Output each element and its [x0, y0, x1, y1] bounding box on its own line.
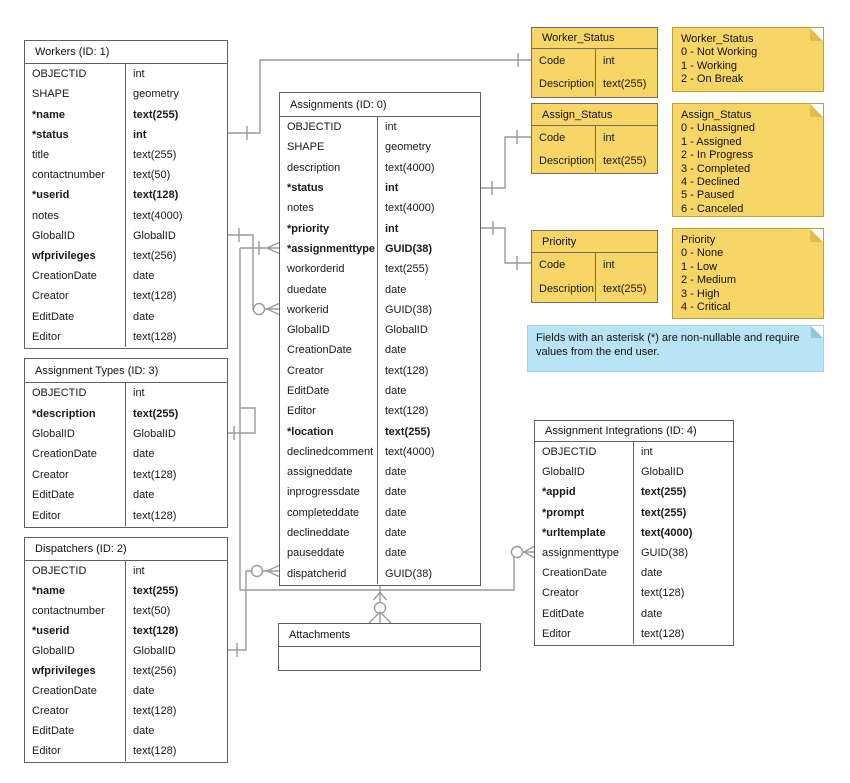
- field-type: text(128): [133, 189, 179, 202]
- field-type: text(255): [133, 407, 179, 420]
- entity-table-assignments: [279, 92, 481, 586]
- field-row: [25, 125, 227, 145]
- field-type: date: [385, 486, 407, 499]
- field-name: CreationDate: [280, 340, 378, 360]
- field-name: title: [25, 145, 126, 165]
- field-name: contactnumber: [25, 601, 126, 621]
- field-name: Editor: [25, 506, 126, 526]
- field-row: [535, 503, 733, 523]
- optional-circle: [252, 566, 263, 577]
- entity-table-worker-status: [531, 27, 658, 98]
- field-row: [280, 340, 480, 360]
- field-type: int: [385, 182, 399, 195]
- entity-table-assign-status: [531, 103, 658, 174]
- field-row: [25, 506, 227, 526]
- field-type: text(128): [385, 364, 429, 377]
- field-name: CreationDate: [535, 563, 634, 583]
- field-type: text(128): [133, 745, 177, 757]
- field-row: [535, 482, 733, 502]
- field-type: text(128): [641, 627, 685, 640]
- connector-assignments-assign-status: [481, 130, 531, 195]
- field-row: [280, 117, 480, 137]
- field-name: CreationDate: [25, 681, 126, 701]
- field-row: [532, 126, 657, 149]
- field-row: [280, 421, 480, 441]
- field-name: assignmenttype: [535, 543, 634, 563]
- field-name: EditDate: [25, 485, 126, 505]
- field-row: [25, 641, 227, 661]
- field-row: [280, 320, 480, 340]
- connector-assignments-attachments: [369, 583, 391, 623]
- field-type: int: [385, 121, 397, 134]
- field-row: [280, 137, 480, 157]
- field-name: declinedcomment: [280, 442, 378, 462]
- field-row: [280, 158, 480, 178]
- field-type: text(4000): [385, 202, 435, 215]
- field-row: [535, 563, 733, 583]
- sticky-note-assign-status-note: [672, 103, 824, 217]
- field-type: date: [385, 527, 407, 540]
- table-title: Workers (ID: 1): [25, 41, 227, 64]
- optional-circle: [375, 603, 386, 614]
- field-name: declineddate: [280, 523, 378, 543]
- field-type: text(128): [641, 587, 685, 600]
- field-type: text(50): [133, 169, 171, 182]
- field-row: [25, 84, 227, 104]
- field-row: [25, 721, 227, 741]
- field-type: int: [641, 446, 653, 459]
- field-row: [280, 564, 480, 584]
- table-title: Assign_Status: [532, 104, 657, 126]
- field-type: GlobalID: [133, 428, 176, 441]
- entity-table-assignment-types: [24, 358, 228, 528]
- field-type: text(4000): [133, 209, 183, 222]
- field-type: date: [133, 270, 155, 283]
- note-fold-corner: [810, 28, 823, 41]
- field-row: [25, 327, 227, 347]
- note-line: 5 - Paused: [681, 189, 735, 202]
- field-name: SHAPE: [25, 84, 126, 104]
- field-type: date: [385, 547, 407, 560]
- entity-table-attachments: [278, 623, 481, 671]
- field-row: [25, 485, 227, 505]
- field-name: *priority: [280, 218, 378, 238]
- field-name: description: [280, 158, 378, 178]
- field-row: [280, 361, 480, 381]
- field-row: [280, 442, 480, 462]
- note-title: Assign_Status: [681, 109, 752, 121]
- field-name: contactnumber: [25, 165, 126, 185]
- field-row: [280, 401, 480, 421]
- field-type: GUID(38): [385, 242, 433, 255]
- field-row: [25, 226, 227, 246]
- field-type: text(50): [133, 605, 171, 617]
- table-title: Assignment Types (ID: 3): [25, 359, 227, 383]
- field-row: [25, 444, 227, 464]
- field-row: [280, 259, 480, 279]
- note-title: Priority: [681, 234, 716, 246]
- field-row: [280, 178, 480, 198]
- field-type: int: [133, 68, 145, 81]
- field-name: Editor: [25, 741, 126, 761]
- field-type: text(128): [133, 705, 177, 717]
- field-row: [280, 381, 480, 401]
- field-row: [532, 73, 657, 97]
- field-row: [25, 145, 227, 165]
- field-row: [25, 185, 227, 205]
- field-name: dispatcherid: [280, 564, 378, 584]
- field-type: text(256): [133, 665, 177, 677]
- field-row: [25, 601, 227, 621]
- field-name: Description: [532, 149, 596, 172]
- field-name: Creator: [25, 701, 126, 721]
- field-row: [532, 253, 657, 277]
- field-name: OBJECTID: [25, 383, 126, 403]
- field-name: wfprivileges: [25, 246, 126, 266]
- field-name: pauseddate: [280, 543, 378, 563]
- field-name: Description: [532, 73, 596, 97]
- field-type: GUID(38): [385, 303, 433, 316]
- field-row: [280, 543, 480, 563]
- field-row: [25, 621, 227, 641]
- field-name: CreationDate: [25, 266, 126, 286]
- field-row: [25, 104, 227, 124]
- field-type: date: [385, 466, 407, 479]
- field-type: date: [133, 448, 155, 461]
- asterisk-info-note: [527, 325, 824, 372]
- field-name: *status: [280, 178, 378, 198]
- field-name: EditDate: [25, 721, 126, 741]
- field-name: EditDate: [25, 306, 126, 326]
- field-type: text(255): [641, 506, 687, 519]
- field-row: [25, 286, 227, 306]
- entity-table-priority: [531, 230, 658, 303]
- field-row: [25, 581, 227, 601]
- field-type: text(128): [133, 330, 177, 343]
- sticky-note-worker-status-note: [672, 27, 824, 92]
- field-name: *appid: [535, 482, 634, 502]
- field-type: geometry: [385, 141, 431, 154]
- field-type: date: [133, 725, 155, 737]
- field-name: inprogressdate: [280, 482, 378, 502]
- field-type: GlobalID: [133, 229, 176, 242]
- field-type: GlobalID: [385, 324, 428, 337]
- note-line: 3 - High: [681, 287, 720, 300]
- field-type: date: [385, 283, 407, 296]
- field-name: EditDate: [280, 381, 378, 401]
- field-type: text(255): [133, 148, 177, 161]
- field-row: [25, 561, 227, 581]
- field-name: Description: [532, 277, 596, 301]
- field-type: int: [385, 222, 399, 235]
- field-type: text(255): [641, 486, 687, 499]
- field-name: Code: [532, 253, 596, 277]
- field-type: int: [133, 565, 145, 577]
- field-row: [535, 543, 733, 563]
- field-row: [25, 165, 227, 185]
- field-type: int: [603, 131, 615, 144]
- field-type: text(4000): [385, 161, 435, 174]
- entity-table-workers: [24, 40, 228, 349]
- field-row: [280, 300, 480, 320]
- table-title: Attachments: [279, 624, 480, 647]
- note-text: Fields with an asterisk (*) are non-nullable and require values from the end user.: [536, 332, 800, 358]
- note-line: 2 - In Progress: [681, 149, 754, 162]
- field-type: text(255): [385, 263, 429, 276]
- field-row: [280, 279, 480, 299]
- field-row: [25, 424, 227, 444]
- note-line: 0 - None: [681, 247, 724, 260]
- field-name: *userid: [25, 621, 126, 641]
- table-title: Assignment Integrations (ID: 4): [535, 421, 733, 442]
- field-row: [280, 523, 480, 543]
- field-type: date: [385, 344, 407, 357]
- field-row: [25, 205, 227, 225]
- field-row: [25, 306, 227, 326]
- field-name: OBJECTID: [25, 561, 126, 581]
- field-name: EditDate: [535, 604, 634, 624]
- field-name: *prompt: [535, 503, 634, 523]
- note-line: 4 - Declined: [681, 176, 740, 189]
- note-line: 0 - Not Working: [681, 46, 758, 59]
- entity-table-dispatchers: [24, 537, 228, 763]
- field-row: [25, 246, 227, 266]
- field-type: int: [603, 54, 615, 67]
- field-type: int: [133, 128, 147, 141]
- note-line: 4 - Critical: [681, 301, 731, 314]
- field-type: date: [133, 489, 155, 502]
- field-name: Creator: [280, 361, 378, 381]
- note-fold-corner: [810, 229, 823, 242]
- field-name: *description: [25, 403, 126, 423]
- field-name: GlobalID: [25, 641, 126, 661]
- field-name: GlobalID: [535, 462, 634, 482]
- optional-circle: [254, 304, 265, 315]
- field-name: Editor: [25, 327, 126, 347]
- field-type: GUID(38): [385, 567, 433, 580]
- field-name: OBJECTID: [25, 64, 126, 84]
- field-row: [535, 523, 733, 543]
- field-name: Editor: [535, 624, 634, 644]
- field-row: [280, 503, 480, 523]
- field-name: assigneddate: [280, 462, 378, 482]
- field-type: date: [385, 385, 407, 397]
- note-line: 1 - Working: [681, 59, 738, 72]
- field-type: text(256): [133, 249, 177, 262]
- field-type: date: [385, 506, 407, 519]
- field-name: Creator: [535, 583, 634, 603]
- field-row: [279, 647, 480, 669]
- field-row: [280, 462, 480, 482]
- note-line: 2 - Medium: [681, 274, 737, 287]
- field-type: GlobalID: [133, 645, 176, 657]
- field-row: [535, 442, 733, 462]
- field-type: text(128): [133, 290, 177, 303]
- field-type: text(128): [133, 625, 179, 637]
- field-name: OBJECTID: [535, 442, 634, 462]
- field-type: text(128): [133, 468, 177, 481]
- field-type: text(128): [133, 509, 177, 522]
- sticky-note-priority-note: [672, 228, 824, 319]
- field-row: [25, 403, 227, 423]
- field-name: completeddate: [280, 503, 378, 523]
- field-name: *urltemplate: [535, 523, 634, 543]
- field-row: [535, 604, 733, 624]
- field-row: [532, 49, 657, 73]
- connector-workers-assignments: [228, 228, 279, 315]
- field-row: [535, 624, 733, 644]
- table-title: Worker_Status: [532, 28, 657, 49]
- table-title: Priority: [532, 231, 657, 253]
- field-row: [535, 583, 733, 603]
- note-fold-corner: [811, 326, 823, 338]
- note-line: 1 - Low: [681, 260, 718, 273]
- field-type: geometry: [133, 88, 179, 101]
- note-line: 3 - Completed: [681, 162, 751, 175]
- field-row: [25, 681, 227, 701]
- field-row: [280, 482, 480, 502]
- table-title: Dispatchers (ID: 2): [25, 538, 227, 561]
- field-type: text(255): [385, 425, 431, 438]
- field-name: Editor: [280, 401, 378, 421]
- field-name: GlobalID: [25, 226, 126, 246]
- field-type: date: [133, 310, 155, 323]
- field-row: [280, 239, 480, 259]
- field-type: GlobalID: [641, 466, 684, 479]
- field-type: text(255): [603, 154, 647, 167]
- field-row: [25, 266, 227, 286]
- field-name: wfprivileges: [25, 661, 126, 681]
- field-name: *assignmenttype: [280, 239, 378, 259]
- note-line: 6 - Canceled: [681, 202, 744, 215]
- field-row: [25, 465, 227, 485]
- connector-dispatchers-assignments: [228, 566, 279, 658]
- field-type: text(255): [133, 108, 179, 121]
- field-type: date: [133, 685, 155, 697]
- field-type: text(255): [133, 585, 179, 597]
- field-name: workerid: [280, 300, 378, 320]
- field-name: Code: [532, 49, 596, 73]
- entity-table-assignment-integrations: [534, 420, 734, 646]
- field-name: notes: [280, 198, 378, 218]
- field-type: int: [603, 259, 615, 271]
- field-type: GUID(38): [641, 547, 689, 560]
- field-name: *userid: [25, 185, 126, 205]
- field-name: GlobalID: [25, 424, 126, 444]
- note-fold-corner: [810, 104, 823, 117]
- field-row: [532, 277, 657, 301]
- field-name: CreationDate: [25, 444, 126, 464]
- field-row: [280, 198, 480, 218]
- field-row: [535, 462, 733, 482]
- field-type: int: [133, 387, 145, 400]
- optional-circle: [512, 547, 523, 558]
- field-name: Code: [532, 126, 596, 149]
- table-title: Assignments (ID: 0): [280, 93, 480, 117]
- field-name: Creator: [25, 465, 126, 485]
- field-type: date: [641, 567, 663, 580]
- field-type: text(128): [385, 405, 429, 418]
- field-row: [25, 741, 227, 761]
- field-row: [25, 64, 227, 84]
- field-name: OBJECTID: [280, 117, 378, 137]
- field-row: [532, 149, 657, 172]
- field-name: Creator: [25, 286, 126, 306]
- field-type: text(4000): [641, 526, 693, 539]
- field-name: *name: [25, 581, 126, 601]
- field-row: [25, 701, 227, 721]
- field-name: *location: [280, 421, 378, 441]
- field-name: SHAPE: [280, 137, 378, 157]
- field-type: date: [641, 607, 663, 620]
- field-name: duedate: [280, 279, 378, 299]
- field-type: text(4000): [385, 445, 435, 458]
- note-line: 0 - Unassigned: [681, 122, 755, 135]
- field-type: text(255): [603, 78, 647, 91]
- note-title: Worker_Status: [681, 33, 754, 45]
- connector-assignments-priority: [481, 221, 531, 270]
- field-row: [25, 383, 227, 403]
- field-name: *status: [25, 125, 126, 145]
- field-name: workorderid: [280, 259, 378, 279]
- field-type: text(255): [603, 283, 647, 295]
- field-row: [280, 218, 480, 238]
- note-line: 2 - On Break: [681, 73, 744, 86]
- note-line: 1 - Assigned: [681, 135, 742, 148]
- field-row: [25, 661, 227, 681]
- field-name: GlobalID: [280, 320, 378, 340]
- field-name: notes: [25, 205, 126, 225]
- field-name: *name: [25, 104, 126, 124]
